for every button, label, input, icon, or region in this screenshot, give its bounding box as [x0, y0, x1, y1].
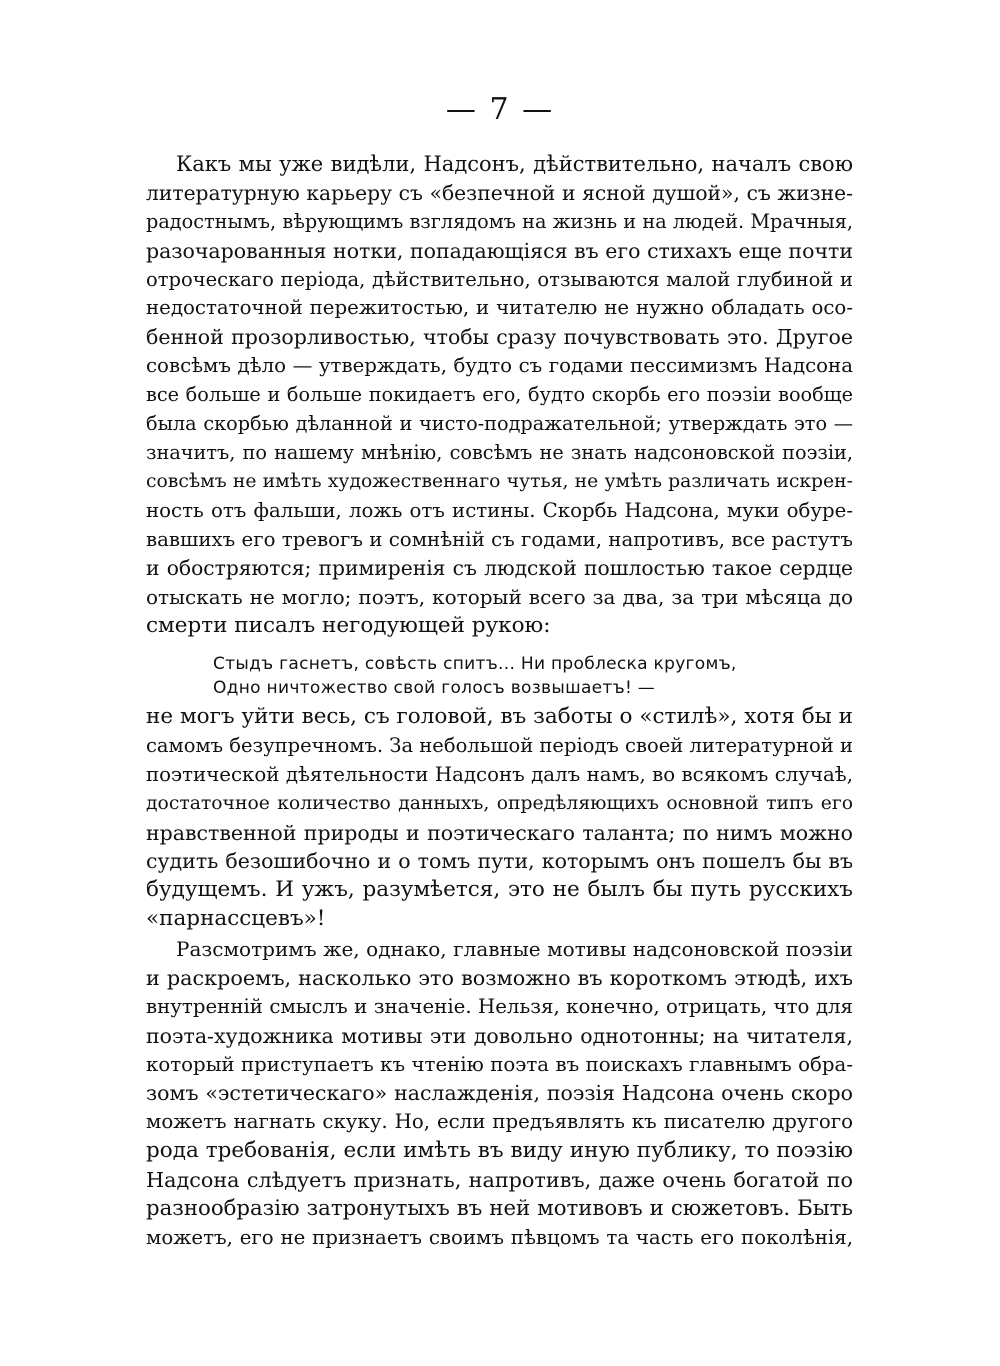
text-line: вавшихъ его тревогъ и сомнѣній съ годами, напротивъ, все растутъ — [146, 527, 853, 551]
text-line: совсѣмъ не имѣть художественнаго чутья, не умѣть различать искрен- — [146, 470, 853, 492]
text-line: поэтической дѣятельности Надсонъ далъ намъ, во всякомъ случаѣ, — [146, 762, 853, 786]
text-line: отыскать не могло; поэтъ, который всего за два, за три мѣсяца до — [146, 585, 853, 610]
text-line: и обостряются; примиренія съ людской пошлостью такое сердце — [146, 556, 853, 581]
text-line: все больше и больше покидаетъ его, будто скорбь его поэзіи вообще — [146, 383, 853, 407]
text-line: поэта-художника мотивы эти довольно однотонны; на читателя, — [146, 1023, 853, 1048]
text-line: «парнассцевъ»! — [146, 906, 326, 932]
text-line: самомъ безупречномъ. За небольшой періодъ своей литературной и — [146, 733, 853, 757]
text-line: совсѣмъ дѣло — утверждать, будто съ годами пессимизмъ Надсона — [146, 354, 853, 378]
verse-quote — [213, 652, 813, 700]
text-line: не могъ уйти весь, съ головой, въ заботы о «стилѣ», хотя бы и — [146, 704, 853, 729]
paragraph-3 — [146, 935, 853, 1253]
paragraph-1 — [146, 150, 853, 641]
verse-line: Одно ничтожество свой голосъ возвышаетъ! — — [213, 678, 656, 698]
text-line: судить безошибочно и о томъ пути, которымъ онъ пошелъ бы въ — [146, 849, 853, 874]
text-line: будущемъ. И ужъ, разумѣется, это не былъ бы путь русскихъ — [146, 877, 853, 903]
page-number: — 7 — — [445, 92, 555, 127]
text-line: значитъ, по нашему мнѣнію, совсѣмъ не знать надсоновской поэзіи, — [146, 440, 853, 464]
text-line: литературную карьеру съ «безпечной и ясной душой», съ жизне- — [146, 180, 853, 205]
text-line: нравственной природы и поэтическаго таланта; по нимъ можно — [146, 820, 853, 845]
text-line: разочарованныя нотки, попадающіяся въ его стихахъ еще почти — [146, 238, 853, 263]
paragraph-2 — [146, 703, 853, 934]
text-line: недостаточной пережитостью, и читателю не нужно обладать осо- — [146, 296, 853, 320]
text-line: Разсмотримъ же, однако, главные мотивы надсоновской поэзіи — [176, 937, 853, 961]
text-line: Надсона слѣдуетъ признать, напротивъ, даже очень богатой по — [146, 1168, 853, 1193]
text-line: отроческаго періода, дѣйствительно, отзываются малой глубиной и — [146, 267, 853, 291]
text-line: рода требованія, если имѣть въ виду иную публику, то поэзію — [146, 1138, 853, 1164]
text-line: можетъ, его не признаетъ своимъ пѣвцомъ та часть его поколѣнія, — [146, 1225, 853, 1249]
text-line: была скорбью дѣланной и чисто-подражательной; утверждать это — — [146, 412, 853, 436]
text-line: который приступаетъ къ чтенію поэта въ поискахъ главнымъ обра- — [146, 1052, 853, 1076]
text-line: достаточное количество данныхъ, опредѣляющихъ основной типъ его — [146, 792, 853, 814]
text-line: внутренній смыслъ и значеніе. Нельзя, конечно, отрицать, что для — [146, 994, 853, 1018]
text-line: Какъ мы уже видѣли, Надсонъ, дѣйствительно, началъ свою — [176, 152, 853, 176]
text-line: ность отъ фальши, ложь отъ истины. Скорбь Надсона, муки обуре- — [146, 498, 853, 522]
text-line: и раскроемъ, насколько это возможно въ короткомъ этюдѣ, ихъ — [146, 965, 853, 990]
text-line: радостнымъ, вѣрующимъ взглядомъ на жизнь и на людей. Мрачныя, — [146, 209, 853, 233]
text-line: смерти писалъ негодующей рукою: — [146, 613, 551, 639]
text-line: зомъ «эстетическаго» наслажденія, поэзія Надсона очень скоро — [146, 1081, 853, 1106]
text-line: можетъ нагнать скуку. Но, если предъявлять къ писателю другого — [146, 1110, 853, 1134]
verse-line: Стыдъ гаснетъ, совѣсть спитъ... Ни проблеска кругомъ, — [213, 654, 737, 674]
text-line: бенной прозорливостью, чтобы сразу почувствовать это. Другое — [146, 325, 853, 350]
text-line: разнообразію затронутыхъ въ ней мотивовъ и сюжетовъ. Быть — [146, 1196, 853, 1222]
